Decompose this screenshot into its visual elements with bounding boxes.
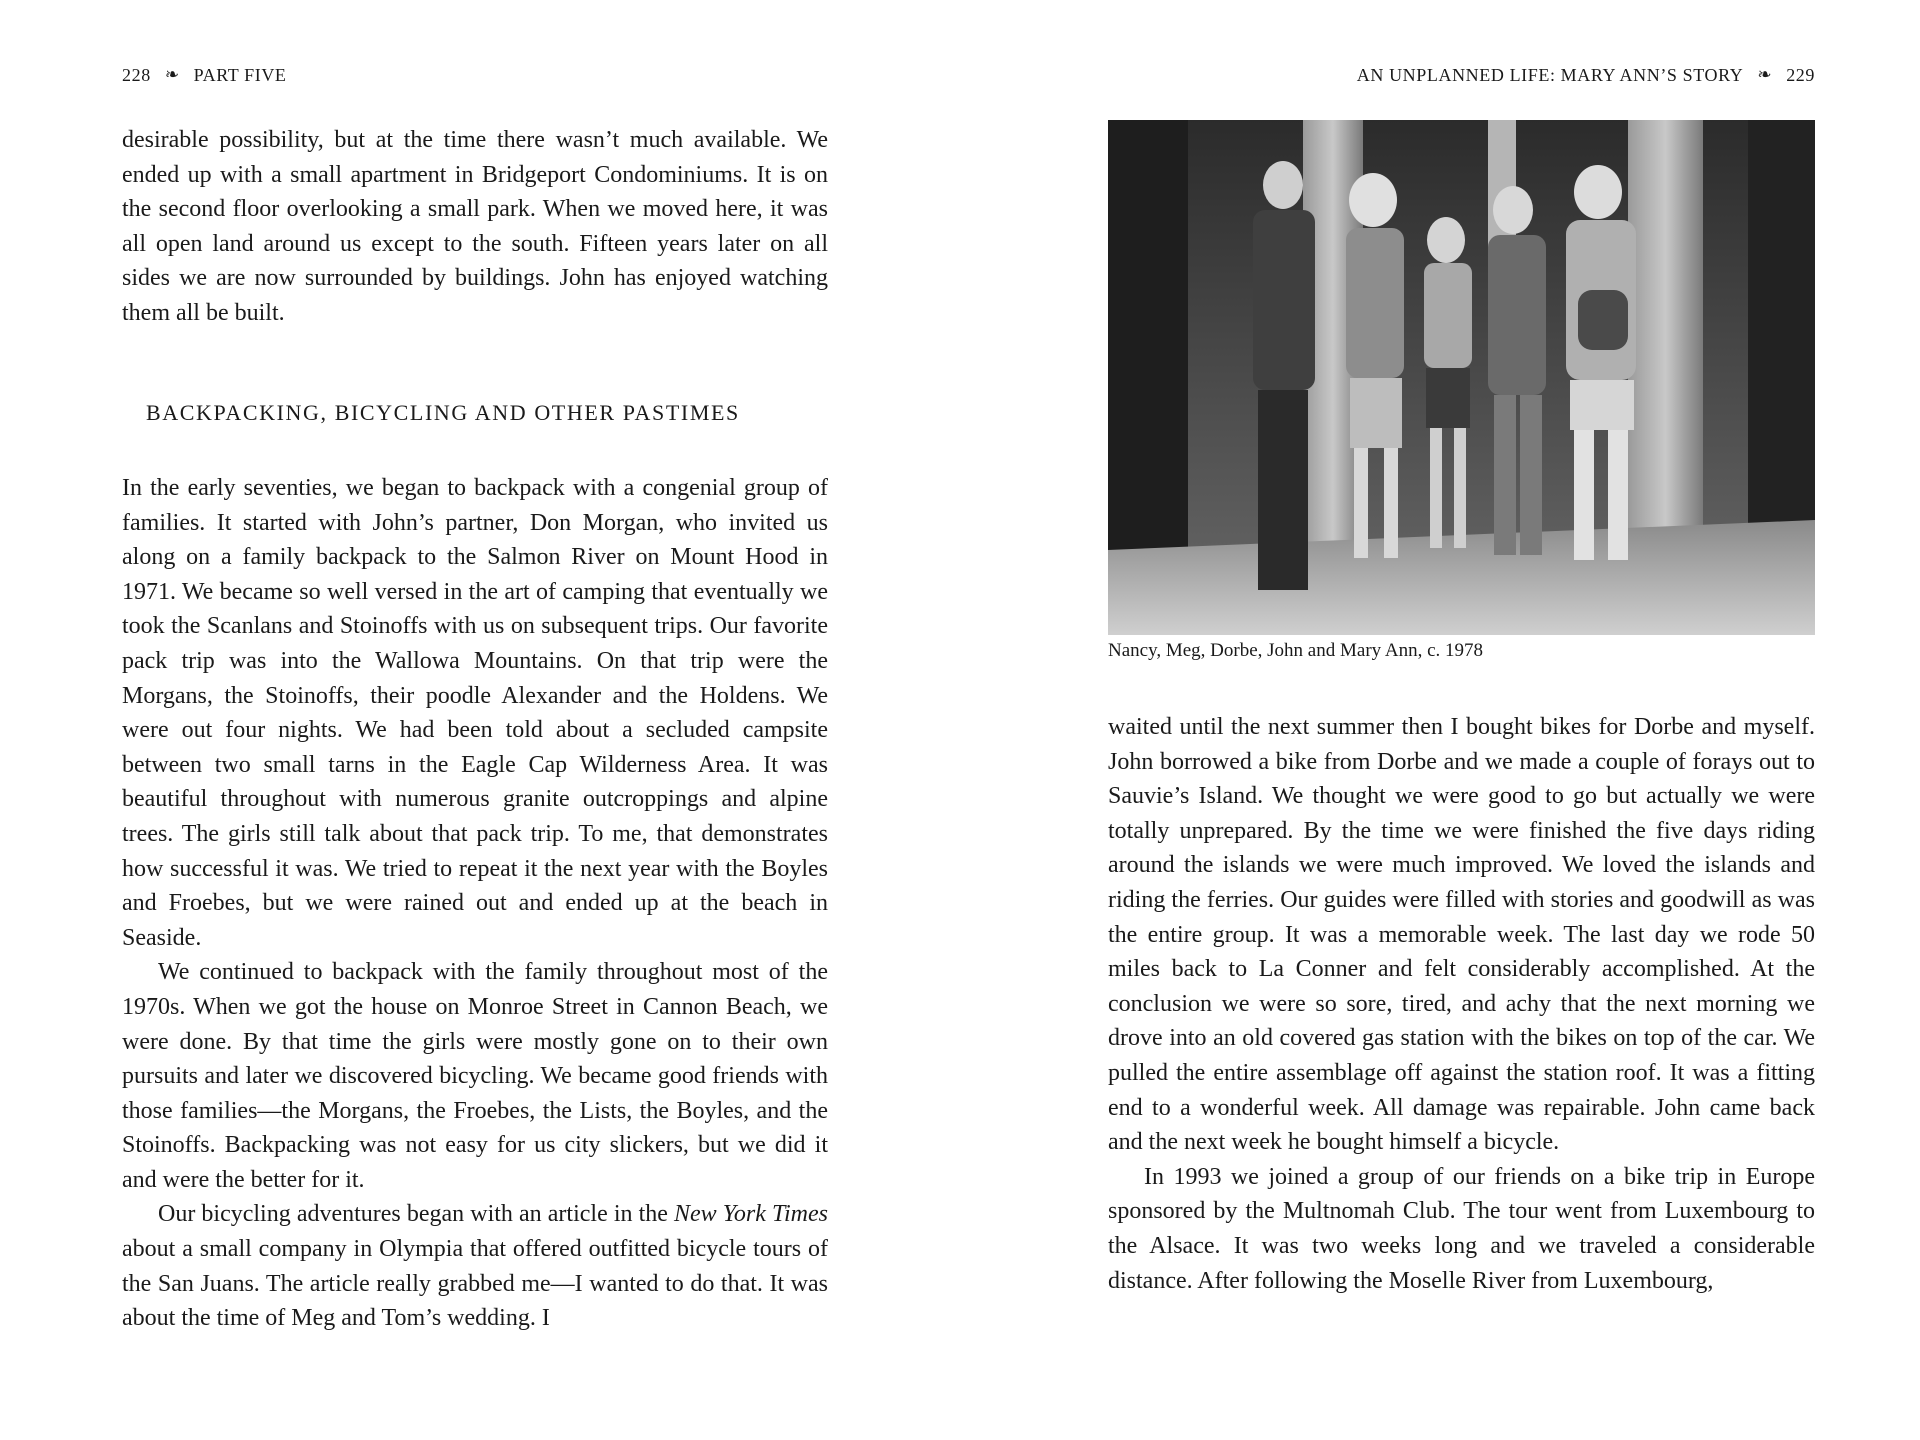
paragraph: We continued to backpack with the family throughout most of the 1970s. When we got the house on Monroe Street in Cannon Beach, we were done. By that time the girls were mostly gone on to their own pursuits and later we discovered bicycling. We became good friends with those families—the Morgans, the Froebes, the Lists, the Boyles, and the Stoinoffs. Backpacking was not easy for us city slickers, but we did it and were the better for it. [122, 959, 828, 1193]
paragraph-text: Our bicycling adventures began with an article in the [158, 1201, 674, 1228]
left-opening-text [122, 123, 828, 331]
paragraph: In 1993 we joined a group of our friends on a bike trip in Europe sponsored by the Multnomah Club. The tour went from Luxembourg to the Alsace. It was two weeks long and we traveled a considerable distance. After following the Moselle River from Luxembourg, [1108, 1163, 1815, 1294]
right-page-number: 229 [1786, 64, 1815, 85]
photo-image [1108, 120, 1815, 635]
publication-title: New York Times [674, 1201, 829, 1228]
left-page-number: 228 [122, 64, 151, 85]
fleuron-ornament-icon: ❧ [164, 65, 180, 84]
paragraph: In the early seventies, we began to backpack with a congenial group of families. It started with John’s partner, Don Morgan, who invited us along on a family backpack to the Salmon River on Mount Hood in 1971. We became so well versed in the art of camping that eventually we took the Scanlans and Stoinoffs with us on subsequent trips. Our favorite pack trip was into the Wallowa Mountains. On that trip were the Morgans, the Stoinoffs, their poodle Alexander and the Holdens. We were out four nights. We had been told about a secluded campsite between two small tarns in the Eagle Cap Wilderness Area. It was beautiful throughout with numerous granite outcroppings and alpine trees. The girls still talk about that pack trip. To me, that demonstrates how successful it was. We tried to repeat it the next year with the Boyles and Froebes, but we were rained out and ended up at the beach in Seaside. [122, 475, 828, 951]
paragraph: waited until the next summer then I bought bikes for Dorbe and myself. John borrowed a bike from Dorbe and we made a couple of forays out to Sauvie’s Island. We thought we were good to go but actually we were totally unprepared. By the time we were finished the five days riding around the islands we were much improved. We loved the islands and riding the ferries. Our guides were filled with stories and goodwill as was the entire group. It was a memorable week. The last day we rode 50 miles back to La Conner and felt considerably accomplished. At the conclusion we were so sore, tired, and achy that the next morning we drove into an old covered gas station with the bikes on top of the car. We pulled the entire assemblage off against the station roof. It was a fitting end to a wonderful week. All damage was repairable. John came back and the next week he bought himself a bicycle. [1108, 714, 1815, 1156]
part-label: PART FIVE [193, 64, 287, 85]
opening-paragraph: desirable possibility, but at the time there wasn’t much available. We ended up with a small apartment in Bridgeport Condominiums. It is on the second floor overlooking a small park. When we moved here, it was all open land around us except to the south. Fifteen years later on all sides we are now surrounded by buildings. John has enjoyed watching them all be built. [122, 127, 828, 326]
chapter-title: AN UNPLANNED LIFE: MARY ANN’S STORY [1356, 64, 1744, 85]
section-heading: BACKPACKING, BICYCLING AND OTHER PASTIMES [146, 400, 740, 425]
fleuron-ornament-icon: ❧ [1757, 65, 1773, 84]
family-photo [1108, 120, 1815, 635]
left-running-head [122, 62, 828, 88]
paragraph [122, 1197, 828, 1335]
right-main-text [1108, 710, 1815, 1298]
right-running-head [1108, 62, 1815, 88]
photo-caption: Nancy, Meg, Dorbe, John and Mary Ann, c. 1978 [1108, 640, 1483, 661]
right-page [1108, 0, 1815, 1440]
left-main-text [122, 471, 828, 1336]
left-page [122, 0, 828, 1440]
paragraph-text: about a small company in Olympia that offered outfitted bicycle tours of the San Juans. The article really grabbed me—I wanted to do that. It was about the time of Meg and Tom’s wedding. I [122, 1236, 828, 1332]
